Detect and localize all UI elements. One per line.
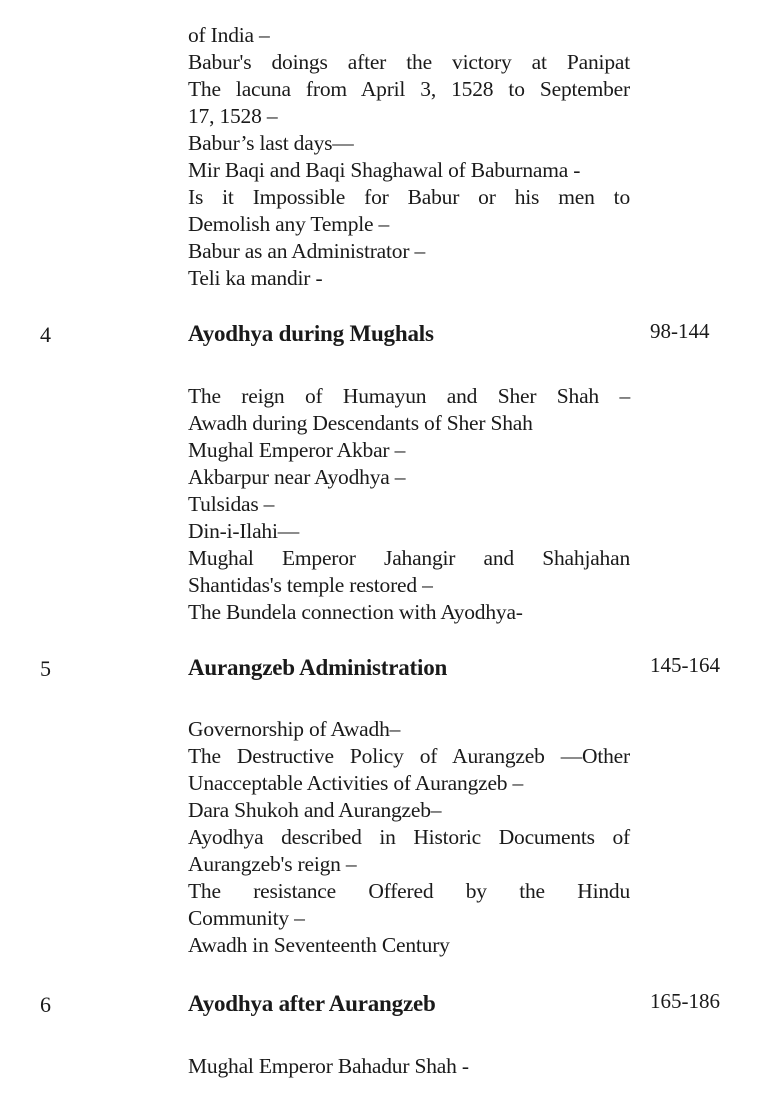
- chapter-topic-list: [188, 1053, 630, 1080]
- chapter-title: Ayodhya during Mughals: [188, 321, 434, 346]
- topic-line: Shantidas's temple restored –: [188, 573, 433, 597]
- topic-line: The reign of Humayun and Sher Shah –: [188, 384, 630, 408]
- topic-line: The resistance Offered by the Hindu: [188, 879, 630, 903]
- topic-line: Aurangzeb's reign –: [188, 852, 357, 876]
- topic-line: Mir Baqi and Baqi Shaghawal of Baburnama -: [188, 158, 581, 182]
- topic-line: Tulsidas –: [188, 492, 275, 516]
- topic-line: Unacceptable Activities of Aurangzeb –: [188, 771, 524, 795]
- topic-line: Akbarpur near Ayodhya –: [188, 465, 406, 489]
- chapter-number: 4: [40, 322, 51, 347]
- chapter-topic-list: [188, 383, 630, 626]
- topic-line: 17, 1528 –: [188, 104, 278, 128]
- topic-line: Awadh in Seventeenth Century: [188, 933, 450, 957]
- chapter-title: Ayodhya after Aurangzeb: [188, 991, 436, 1016]
- topic-line: The lacuna from April 3, 1528 to September: [188, 77, 630, 101]
- topic-line: of India –: [188, 23, 270, 47]
- topic-line: Community –: [188, 906, 305, 930]
- topic-line: Babur's doings after the victory at Panipat: [188, 50, 630, 74]
- chapter-number: 6: [40, 992, 51, 1017]
- topic-line: Babur’s last days—: [188, 131, 354, 155]
- topic-line: Dara Shukoh and Aurangzeb–: [188, 798, 442, 822]
- chapter-pages: 98-144: [650, 319, 710, 343]
- topic-line: Demolish any Temple –: [188, 212, 390, 236]
- intro-topic-list: [188, 22, 630, 292]
- topic-line: Teli ka mandir -: [188, 266, 323, 290]
- topic-line: Governorship of Awadh–: [188, 717, 401, 741]
- topic-line: The Bundela connection with Ayodhya-: [188, 600, 523, 624]
- chapter-title: Aurangzeb Administration: [188, 655, 448, 680]
- topic-line: Awadh during Descendants of Sher Shah: [188, 411, 533, 435]
- topic-line: Din-i-Ilahi—: [188, 519, 300, 543]
- topic-line: Is it Impossible for Babur or his men to: [188, 185, 630, 209]
- topic-line: Mughal Emperor Akbar –: [188, 438, 406, 462]
- chapter-pages: 145-164: [650, 653, 720, 677]
- topic-line: The Destructive Policy of Aurangzeb —Other: [188, 744, 630, 768]
- chapter-pages: 165-186: [650, 989, 720, 1013]
- topic-line: Mughal Emperor Jahangir and Shahjahan: [188, 546, 630, 570]
- topic-line: Babur as an Administrator –: [188, 239, 426, 263]
- chapter-number: 5: [40, 656, 51, 681]
- chapter-topic-list: [188, 716, 630, 959]
- topic-line: Mughal Emperor Bahadur Shah -: [188, 1054, 469, 1078]
- topic-line: Ayodhya described in Historic Documents of: [188, 825, 630, 849]
